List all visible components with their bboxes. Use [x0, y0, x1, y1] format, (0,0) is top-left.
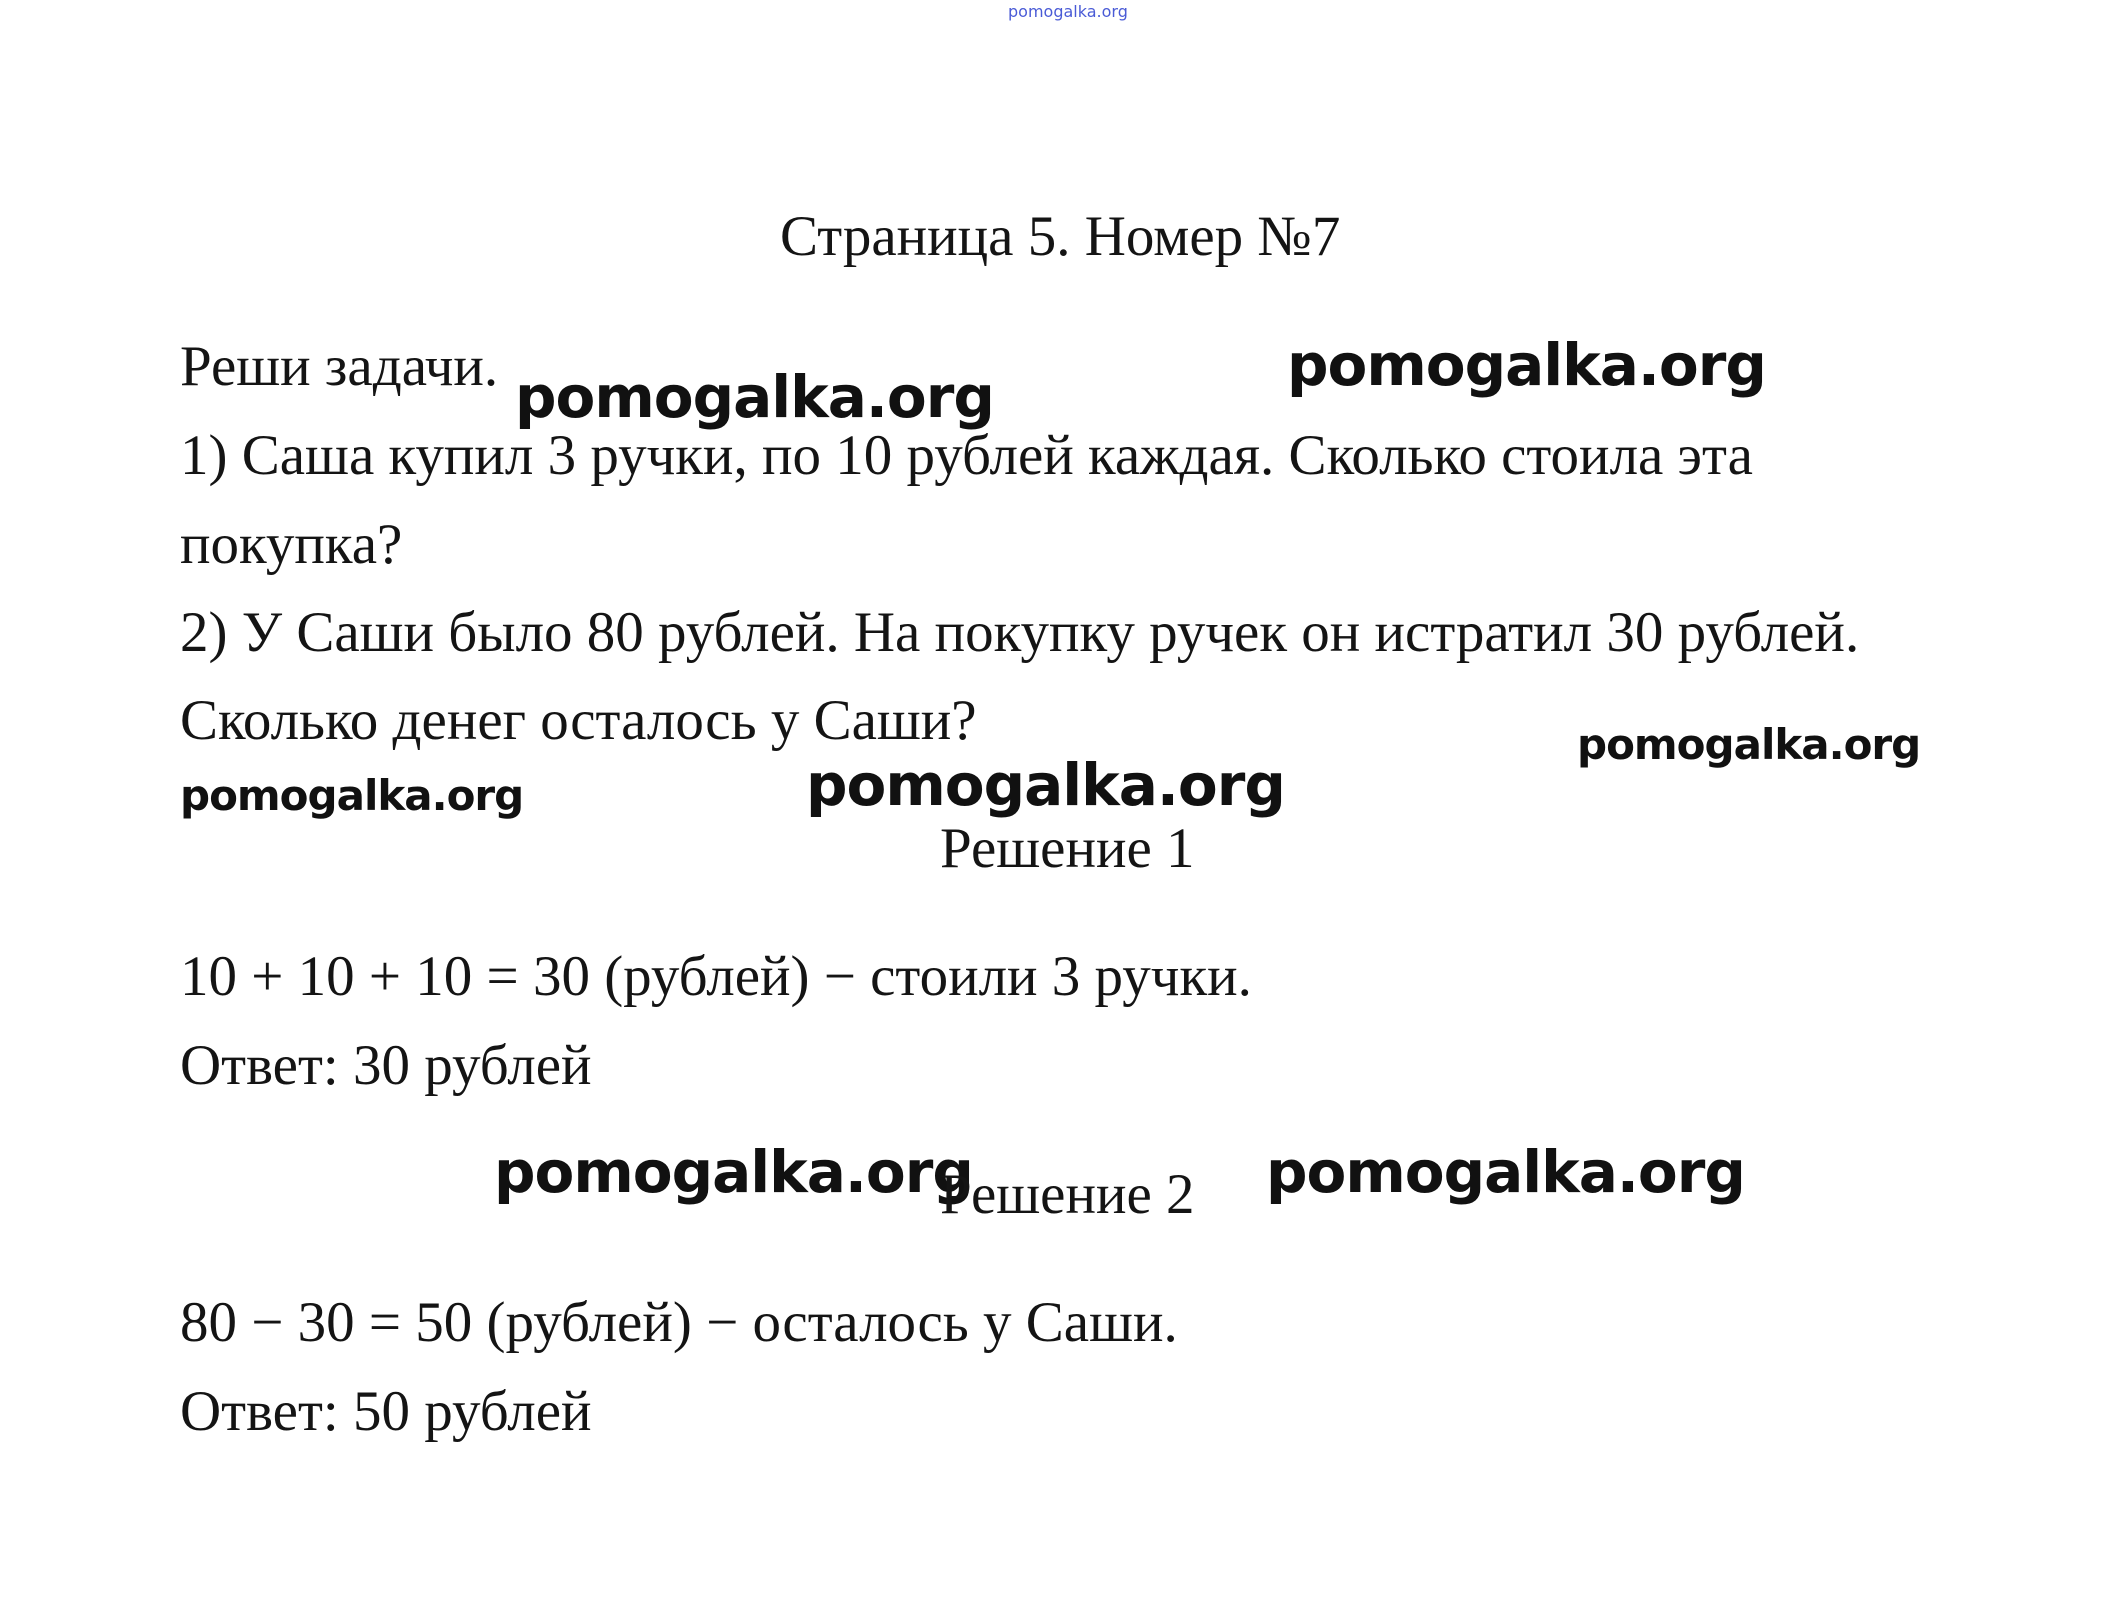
watermark-top: pomogalka.org — [1008, 2, 1128, 21]
task1-line1: 1) Саша купил 3 ручки, по 10 рублей каждая. Сколько стоила эта — [180, 424, 1753, 487]
watermark: pomogalka.org — [1287, 331, 1766, 399]
solution2-line: 80 − 30 = 50 (рублей) − осталось у Саши. — [180, 1291, 1178, 1354]
task1-line2: покупка? — [180, 513, 403, 576]
watermark: pomogalka.org — [1577, 720, 1921, 769]
page-title: Страница 5. Номер №7 — [780, 205, 1341, 268]
solution1-line: 10 + 10 + 10 = 30 (рублей) − стоили 3 ручки. — [180, 945, 1252, 1008]
solution2-answer: Ответ: 50 рублей — [180, 1380, 592, 1443]
solution2-heading: Решение 2 — [940, 1163, 1195, 1226]
solution1-heading: Решение 1 — [940, 817, 1195, 880]
task-intro: Реши задачи. — [180, 335, 499, 398]
solution1-answer: Ответ: 30 рублей — [180, 1034, 592, 1097]
task2-line1: 2) У Саши было 80 рублей. На покупку ручек он истратил 30 рублей. — [180, 601, 1860, 664]
watermark: pomogalka.org — [1266, 1138, 1745, 1206]
watermark: pomogalka.org — [515, 363, 994, 431]
watermark: pomogalka.org — [180, 771, 524, 820]
task2-line2: Сколько денег осталось у Саши? — [180, 689, 977, 752]
watermark: pomogalka.org — [806, 751, 1285, 819]
watermark: pomogalka.org — [494, 1138, 973, 1206]
